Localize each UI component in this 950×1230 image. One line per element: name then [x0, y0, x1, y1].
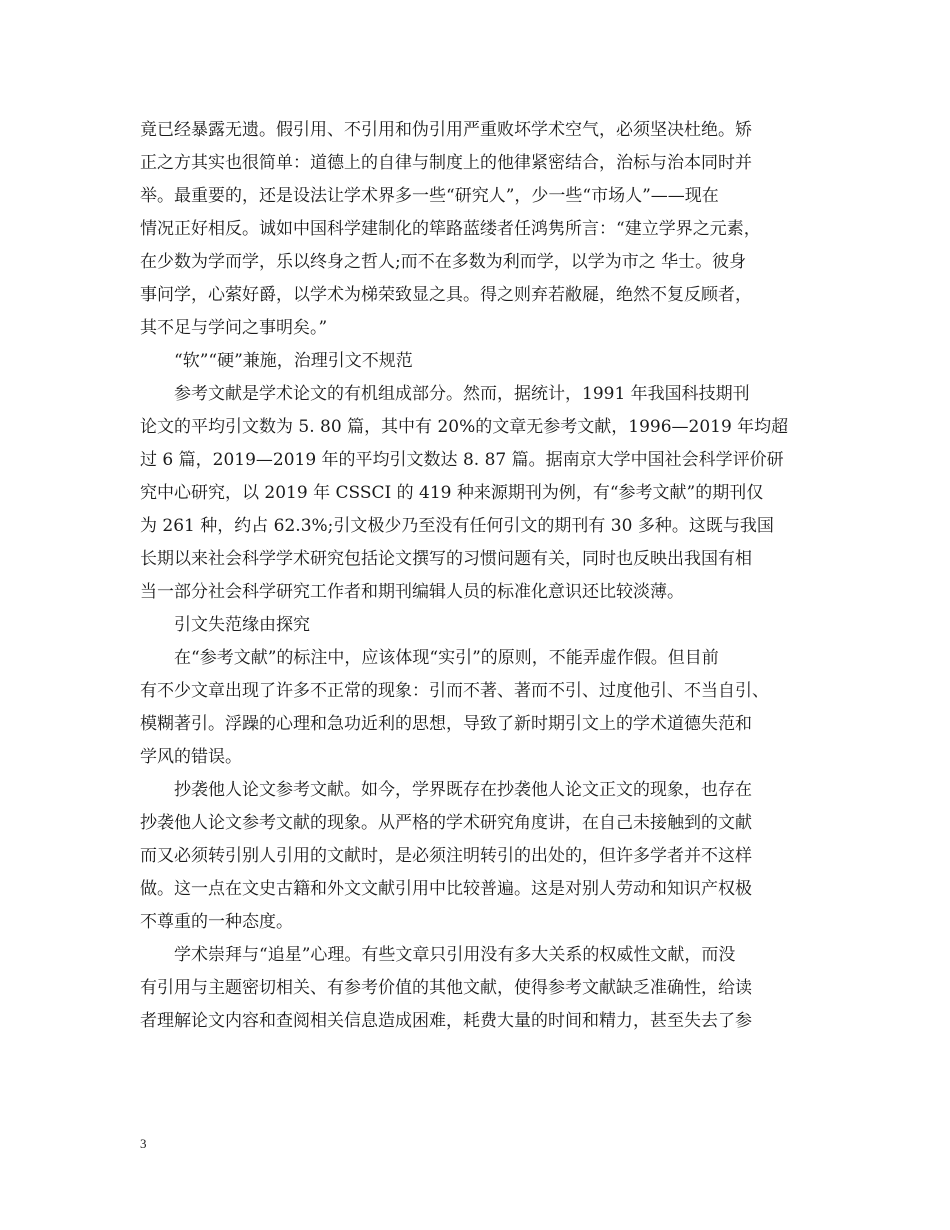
text-line: 当一部分社会科学研究工作者和期刊编辑人员的标准化意识还比较淡薄。 [140, 582, 684, 602]
text-line: 长期以来社会科学学术研究包括论文撰写的习惯问题有关，同时也反映出我国有相 [140, 549, 752, 569]
text-line: 正之方其实也很简单：道德上的自律与制度上的他律紧密结合，治标与治本同时并 [140, 153, 752, 173]
text-line: 其不足与学问之事明矣。” [140, 318, 328, 338]
text-line: 者理解论文内容和查阅相关信息造成困难，耗费大量的时间和精力，甚至失去了参 [140, 1011, 752, 1031]
text-line: 而又必须转引别人引用的文献时，是必须注明转引的出处的，但许多学者并不这样 [140, 846, 752, 866]
text-line: 事问学，心萦好爵，以学术为梯荣致显之具。得之则弃若敝屣，绝然不复反顾者， [140, 285, 752, 305]
text-line: 模糊著引。浮躁的心理和急功近利的思想，导致了新时期引文上的学术道德失范和 [140, 714, 752, 734]
text-line: 引文失范缘由探究 [174, 615, 310, 635]
text-line: 为 261 种，约占 62.3%;引文极少乃至没有任何引文的期刊有 30 多种。这既与我国 [140, 516, 774, 536]
text-line: 举。最重要的，还是设法让学术界多一些“研究人”，少一些“市场人”——现在 [140, 186, 719, 206]
text-line: 做。这一点在文史古籍和外文文献引用中比较普遍。这是对别人劳动和知识产权极 [140, 879, 752, 899]
text-line: 在少数为学而学，乐以终身之哲人;而不在多数为利而学，以学为市之 华士。彼身 [140, 252, 747, 272]
text-line: 学术崇拜与“追星”心理。有些文章只引用没有多大关系的权威性文献，而没 [174, 945, 736, 965]
text-line: 不尊重的一种态度。 [140, 912, 293, 932]
text-line: 学风的错误。 [140, 747, 242, 767]
text-line: 抄袭他人论文参考文献的现象。从严格的学术研究角度讲，在自己未接触到的文献 [140, 813, 752, 833]
text-line: 情况正好相反。诚如中国科学建制化的筚路蓝缕者任鸿隽所言：“建立学界之元素， [140, 219, 761, 239]
text-line: 论文的平均引文数为 5. 80 篇，其中有 20%的文章无参考文献，1996—2019 年均超 [140, 417, 789, 437]
text-line: 抄袭他人论文参考文献。如今，学界既存在抄袭他人论文正文的现象，也存在 [174, 780, 752, 800]
text-line: 参考文献是学术论文的有机组成部分。然而，据统计，1991 年我国科技期刊 [174, 384, 750, 404]
text-line: “软”“硬”兼施，治理引文不规范 [174, 351, 413, 371]
text-line: 究中心研究，以 2019 年 CSSCI 的 419 种来源期刊为例，有“参考文献”的期刊仅 [140, 483, 764, 503]
text-line: 有引用与主题密切相关、有参考价值的其他文献，使得参考文献缺乏准确性，给读 [140, 978, 752, 998]
text-line: 有不少文章出现了许多不正常的现象：引而不著、著而不引、过度他引、不当自引、 [140, 681, 769, 701]
page-number: 3 [140, 1136, 147, 1151]
body-text [140, 114, 820, 1038]
text-line: 在“参考文献”的标注中，应该体现“实引”的原则，不能弄虚作假。但目前 [174, 648, 719, 668]
text-line: 竟已经暴露无遗。假引用、不引用和伪引用严重败坏学术空气，必须坚决杜绝。矫 [140, 120, 752, 140]
text-line: 过 6 篇，2019—2019 年的平均引文数达 8. 87 篇。据南京大学中国社会科学评价研 [140, 450, 784, 470]
